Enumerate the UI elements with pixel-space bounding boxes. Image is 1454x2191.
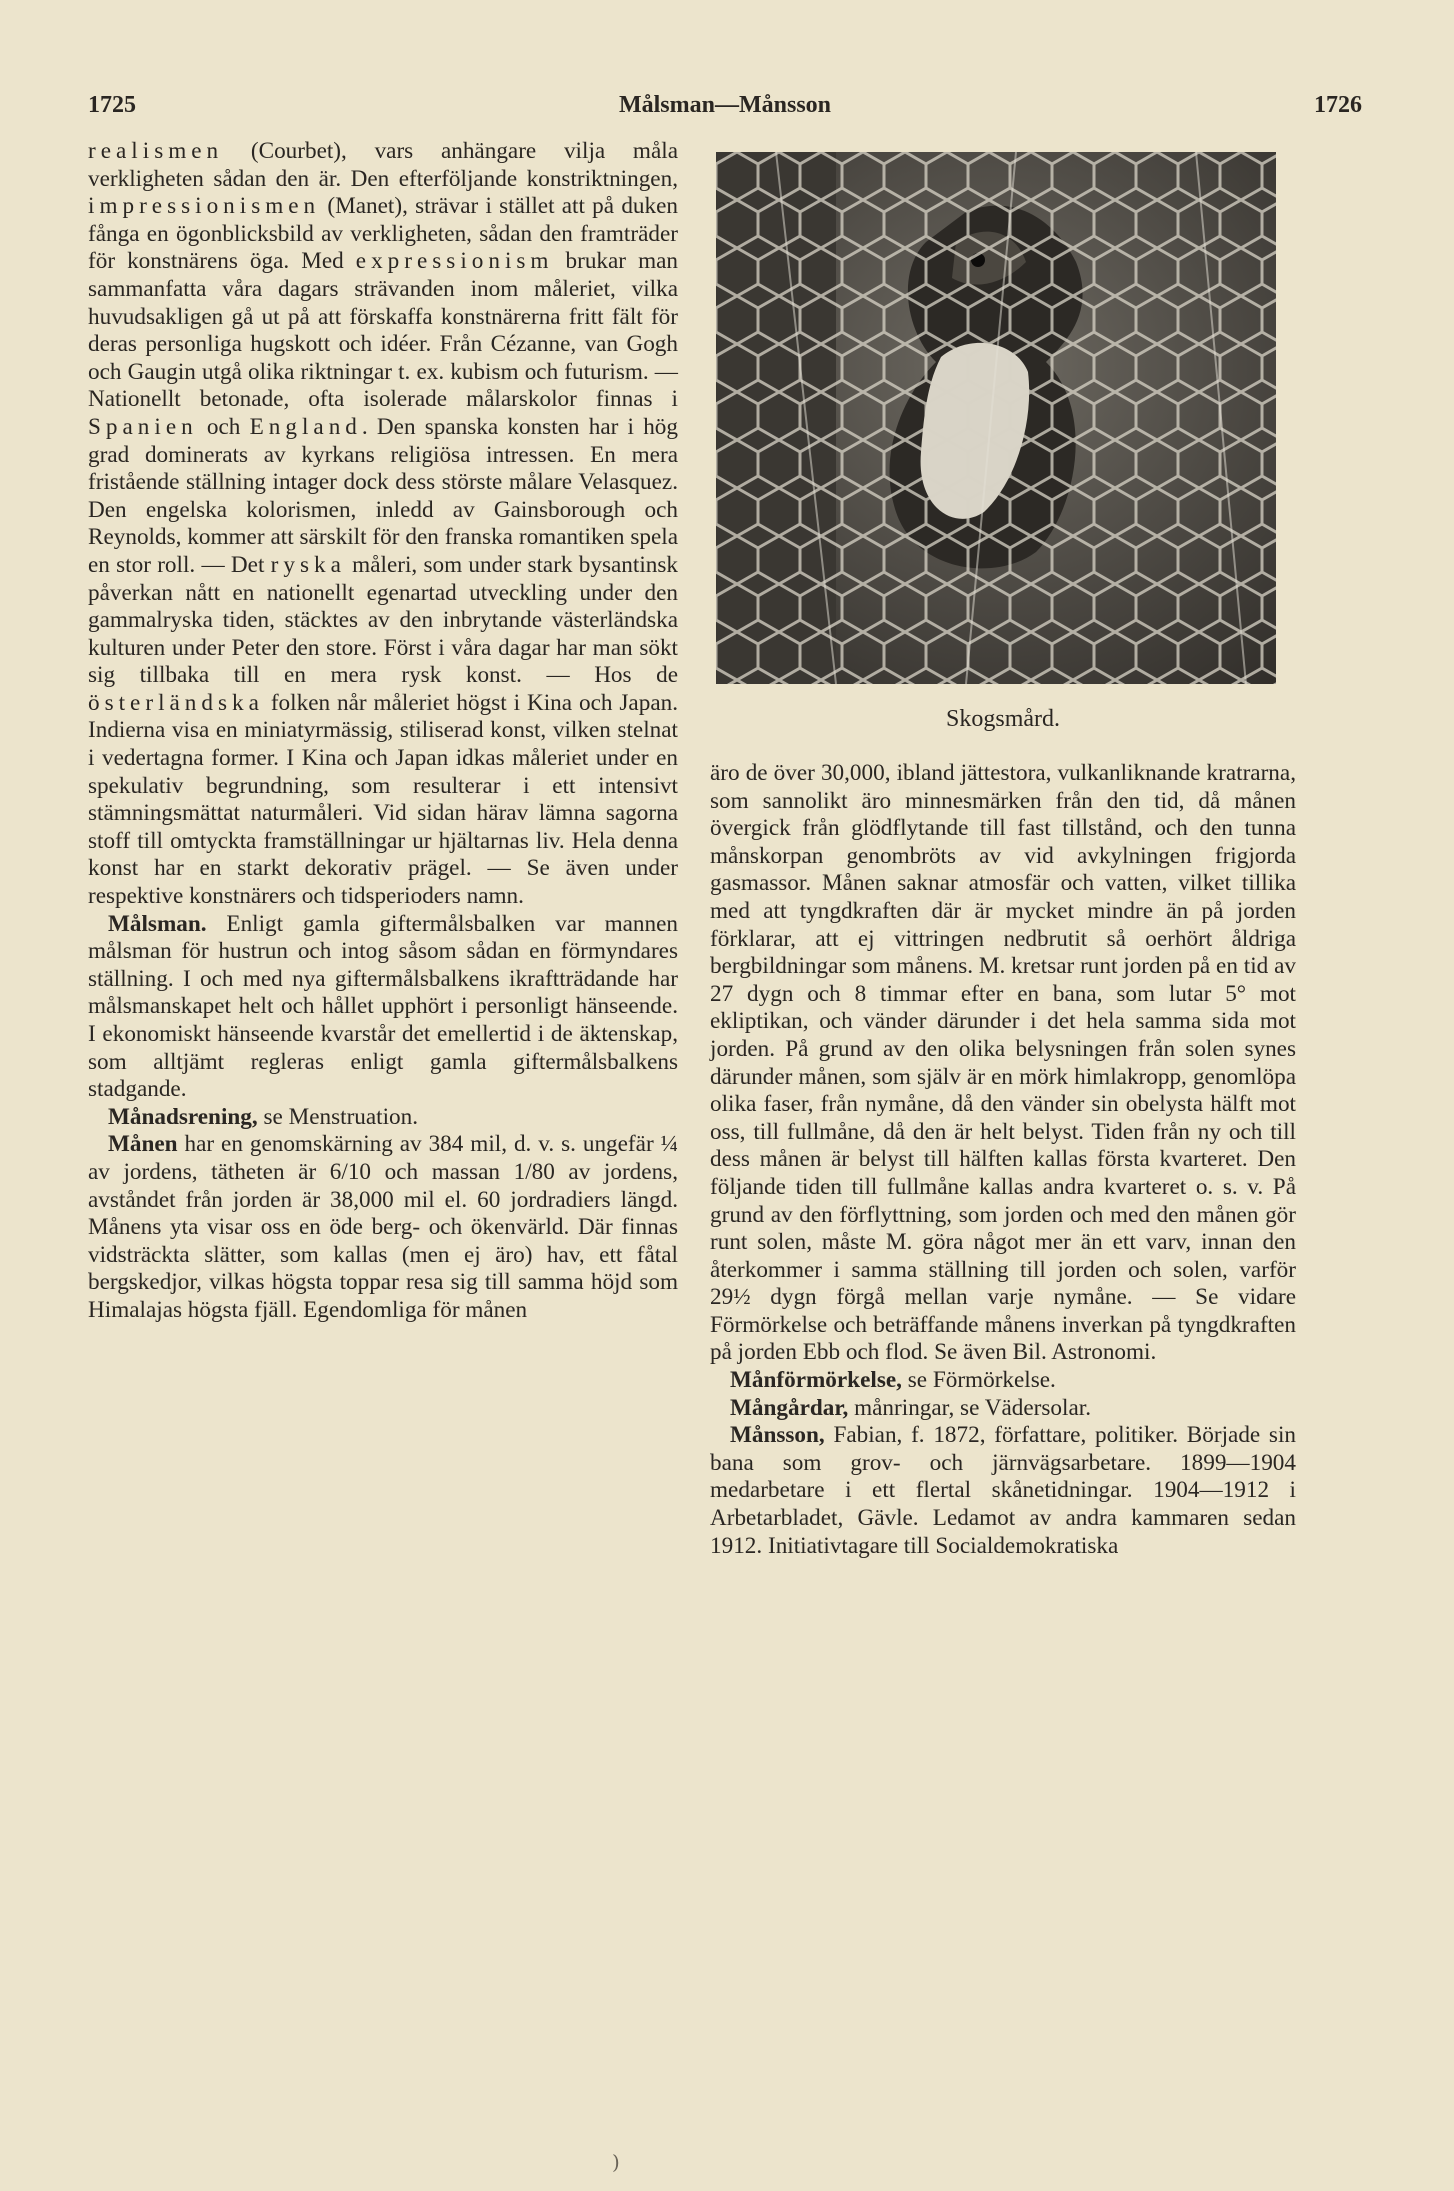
entry-malsman <box>88 911 678 1104</box>
entry-manen <box>88 1131 678 1324</box>
body-manen-a: har en genomskärning av 384 mil, d. v. s. ungefär ¼ av jordens, tätheten är <box>88 1131 678 1185</box>
right-column <box>710 760 1296 1560</box>
text-run: . Den spanska konsten har i hög grad dominerats av kyrkans religiösa intressen. En mera fristående ställning intager dock dess störste målare Velasquez. Den engelska kolorismen, inledd av Gainsborough och Reynolds, kommer att särskilt för den franska romantiken spela en stor roll. — Det <box>88 413 678 578</box>
spaced-term: impressionismen <box>88 193 321 220</box>
body-manen-c: av jordens, avståndet från jorden är 38,000 mil el. 60 jordradiers längd. Månens yta visar oss en öde berg- och ökenvärld. Där finnas vidsträckta slätter, som kallas (men ej äro) hav, ett fåtal bergskedjor, vilkas högsta toppar resa sig till samma höjd som Himalajas högsta fjäll. Egendomliga för månen <box>88 1158 678 1323</box>
body-manen-b: och massan <box>371 1158 514 1185</box>
fraction-density: 6/10 <box>329 1158 372 1185</box>
page-header <box>88 92 1362 126</box>
spaced-term: expressionism <box>355 248 554 275</box>
spaced-term: Spanien <box>88 413 198 440</box>
text-run: måleri, som under stark bysantinsk påverkan nått en nationellt egenartad utveckling under den gammalryska tiden, stäcktes av den inbrytande västerländska kulturen under Peter den store. Först i våra dagar har man sökt sig tillbaka till en mera rysk konst. — Hos de <box>88 551 678 689</box>
entry-manadsrening <box>88 1104 678 1132</box>
spaced-term: England <box>249 413 362 440</box>
text-run: folken når måleriet högst i Kina och Japan. Indierna visa en miniatyrmässig, stiliserad konst, vilken stelnat i vedertagna former. I Kina och Japan idkas måleriet under en spekulativ begrundning, som resulterar i ett intensivt stämningsmättat naturmåleri. Vid sidan härav lämna sagorna stoff till omtyckta framställningar ur hjältarnas liv. Hela denna konst har en starkt dekorativ prägel. — Se även under respektive konstnärers och tidsperioders namn. <box>88 689 678 910</box>
headword-manadsrening: Månadsrening, <box>108 1103 258 1130</box>
page-number-left: 1725 <box>88 92 136 118</box>
text-run: brukar man sammanfatta våra dagars strävanden inom måleriet, vilka huvudsakligen gå ut på att förskaffa konstnärerna fritt fält för deras personliga hugskott och idéer. Från Cézanne, van Gogh och Gaugin utgå olika riktningar t. ex. kubism och futurism. — Nationellt betonade, ofta isolerade målarskolor finnas i <box>88 248 678 413</box>
headword-manen: Månen <box>108 1131 178 1158</box>
headword-malsman: Målsman. <box>108 910 207 937</box>
margin-mark: ) <box>612 2150 620 2174</box>
text-run: och <box>197 413 250 440</box>
spaced-term: realismen <box>88 138 224 164</box>
body-manformorkelse: se Förmörkelse. <box>901 1367 1056 1394</box>
entry-mansson <box>710 1422 1296 1560</box>
running-title: Målsman—Månsson <box>618 92 832 118</box>
marten-photo-image <box>716 152 1276 684</box>
entry-manformorkelse <box>710 1367 1296 1395</box>
spaced-term: österländska <box>88 689 264 716</box>
entry-manen-continued: äro de över 30,000, ibland jättestora, vulkanliknande kratrarna, som sannolikt äro minnesmärken från den tid, då månen övergick från glödflytande till fast tillstånd, och den tunna månskorpan genombröts av vid avkylningen frigjorda gasmassor. Månen saknar atmosfär och vatten, vilket tillika med att tyngdkraften där är mycket mindre än på jorden förklarar, att ej vittringen nedbrutit så oerhört åldriga bergbildningar som månens. M. kretsar runt jorden på en tid av 27 dygn och 8 timmar efter en bana, som lutar 5° mot ekliptikan, och vänder därunder i det hela samma sida mot jorden. På grund av den olika belysningen från solen synes därunder månen, som själv är en mörk himlakropp, genomlöpa olika faser, från nymåne, då den vänder sin obelysta hälft mot oss, till fullmåne, då den är helt belyst. Tiden från ny och till dess månen är belyst till hälften kallas första kvarteret. Den följande tiden till fullmåne kallas andra kvarteret o. s. v. På grund av den förflyttning, som jorden och med den månen gör runt solen, måste M. göra något mer än ett varv, innan den återkommer i samma ställning till jorden och solen, varför 29½ dygn förgå mellan varje nymåne. — Se vidare Förmörkelse och beträffande månens inverkan på tyngdkraften på jorden Ebb och flod. Se även Bil. Astronomi. <box>710 760 1296 1366</box>
text-run: (Courbet), vars anhängare vilja måla verkligheten sådan den är. Den efterföljande konstriktningen, <box>88 138 678 192</box>
entry-mangardar <box>710 1395 1296 1423</box>
left-column <box>88 138 678 1325</box>
body-mansson: Fabian, f. 1872, författare, politiker. Började sin bana som grov- och järnvägsarbetare. 1899—1904 medarbetare i ett flertal skånetidningar. 1904—1912 i Arbetarbladet, Gävle. Ledamot av andra kammaren sedan 1912. Initiativtagare till Socialdemokratiska <box>710 1422 1296 1559</box>
headword-mansson: Månsson, <box>730 1422 825 1449</box>
fraction-mass: 1/80 <box>513 1158 555 1185</box>
text-run: (Manet), strävar i stället att på duken fånga en ögonblicksbild av verkligheten, sådan den framträder för konstnärens öga. Med <box>88 193 678 275</box>
body-malsman: Enligt gamla giftermålsbalken var mannen målsman för hustrun och intog såsom sådan en förmyndares ställning. I och med nya giftermålsbalkens ikraftträdande har målsmanskapet helt och hållet upphört i personligt hänseende. I ekonomiskt hänseende kvarstår det emellertid i de äktenskap, som alltjämt regleras enligt gamla giftermålsbalkens stadgande. <box>88 910 678 1103</box>
page-number-right: 1726 <box>1314 92 1362 118</box>
paragraph-malarkonst <box>88 138 678 911</box>
headword-mangardar: Mångårdar, <box>730 1394 849 1421</box>
body-mangardar: månringar, se Vädersolar. <box>848 1394 1091 1421</box>
headword-manformorkelse: Månförmörkelse, <box>730 1367 902 1394</box>
figure-caption: Skogsmård. <box>946 706 1060 732</box>
spaced-term: ryska <box>270 551 346 578</box>
body-manadsrening: se Menstruation. <box>257 1103 419 1130</box>
marten-photo <box>716 152 1276 684</box>
